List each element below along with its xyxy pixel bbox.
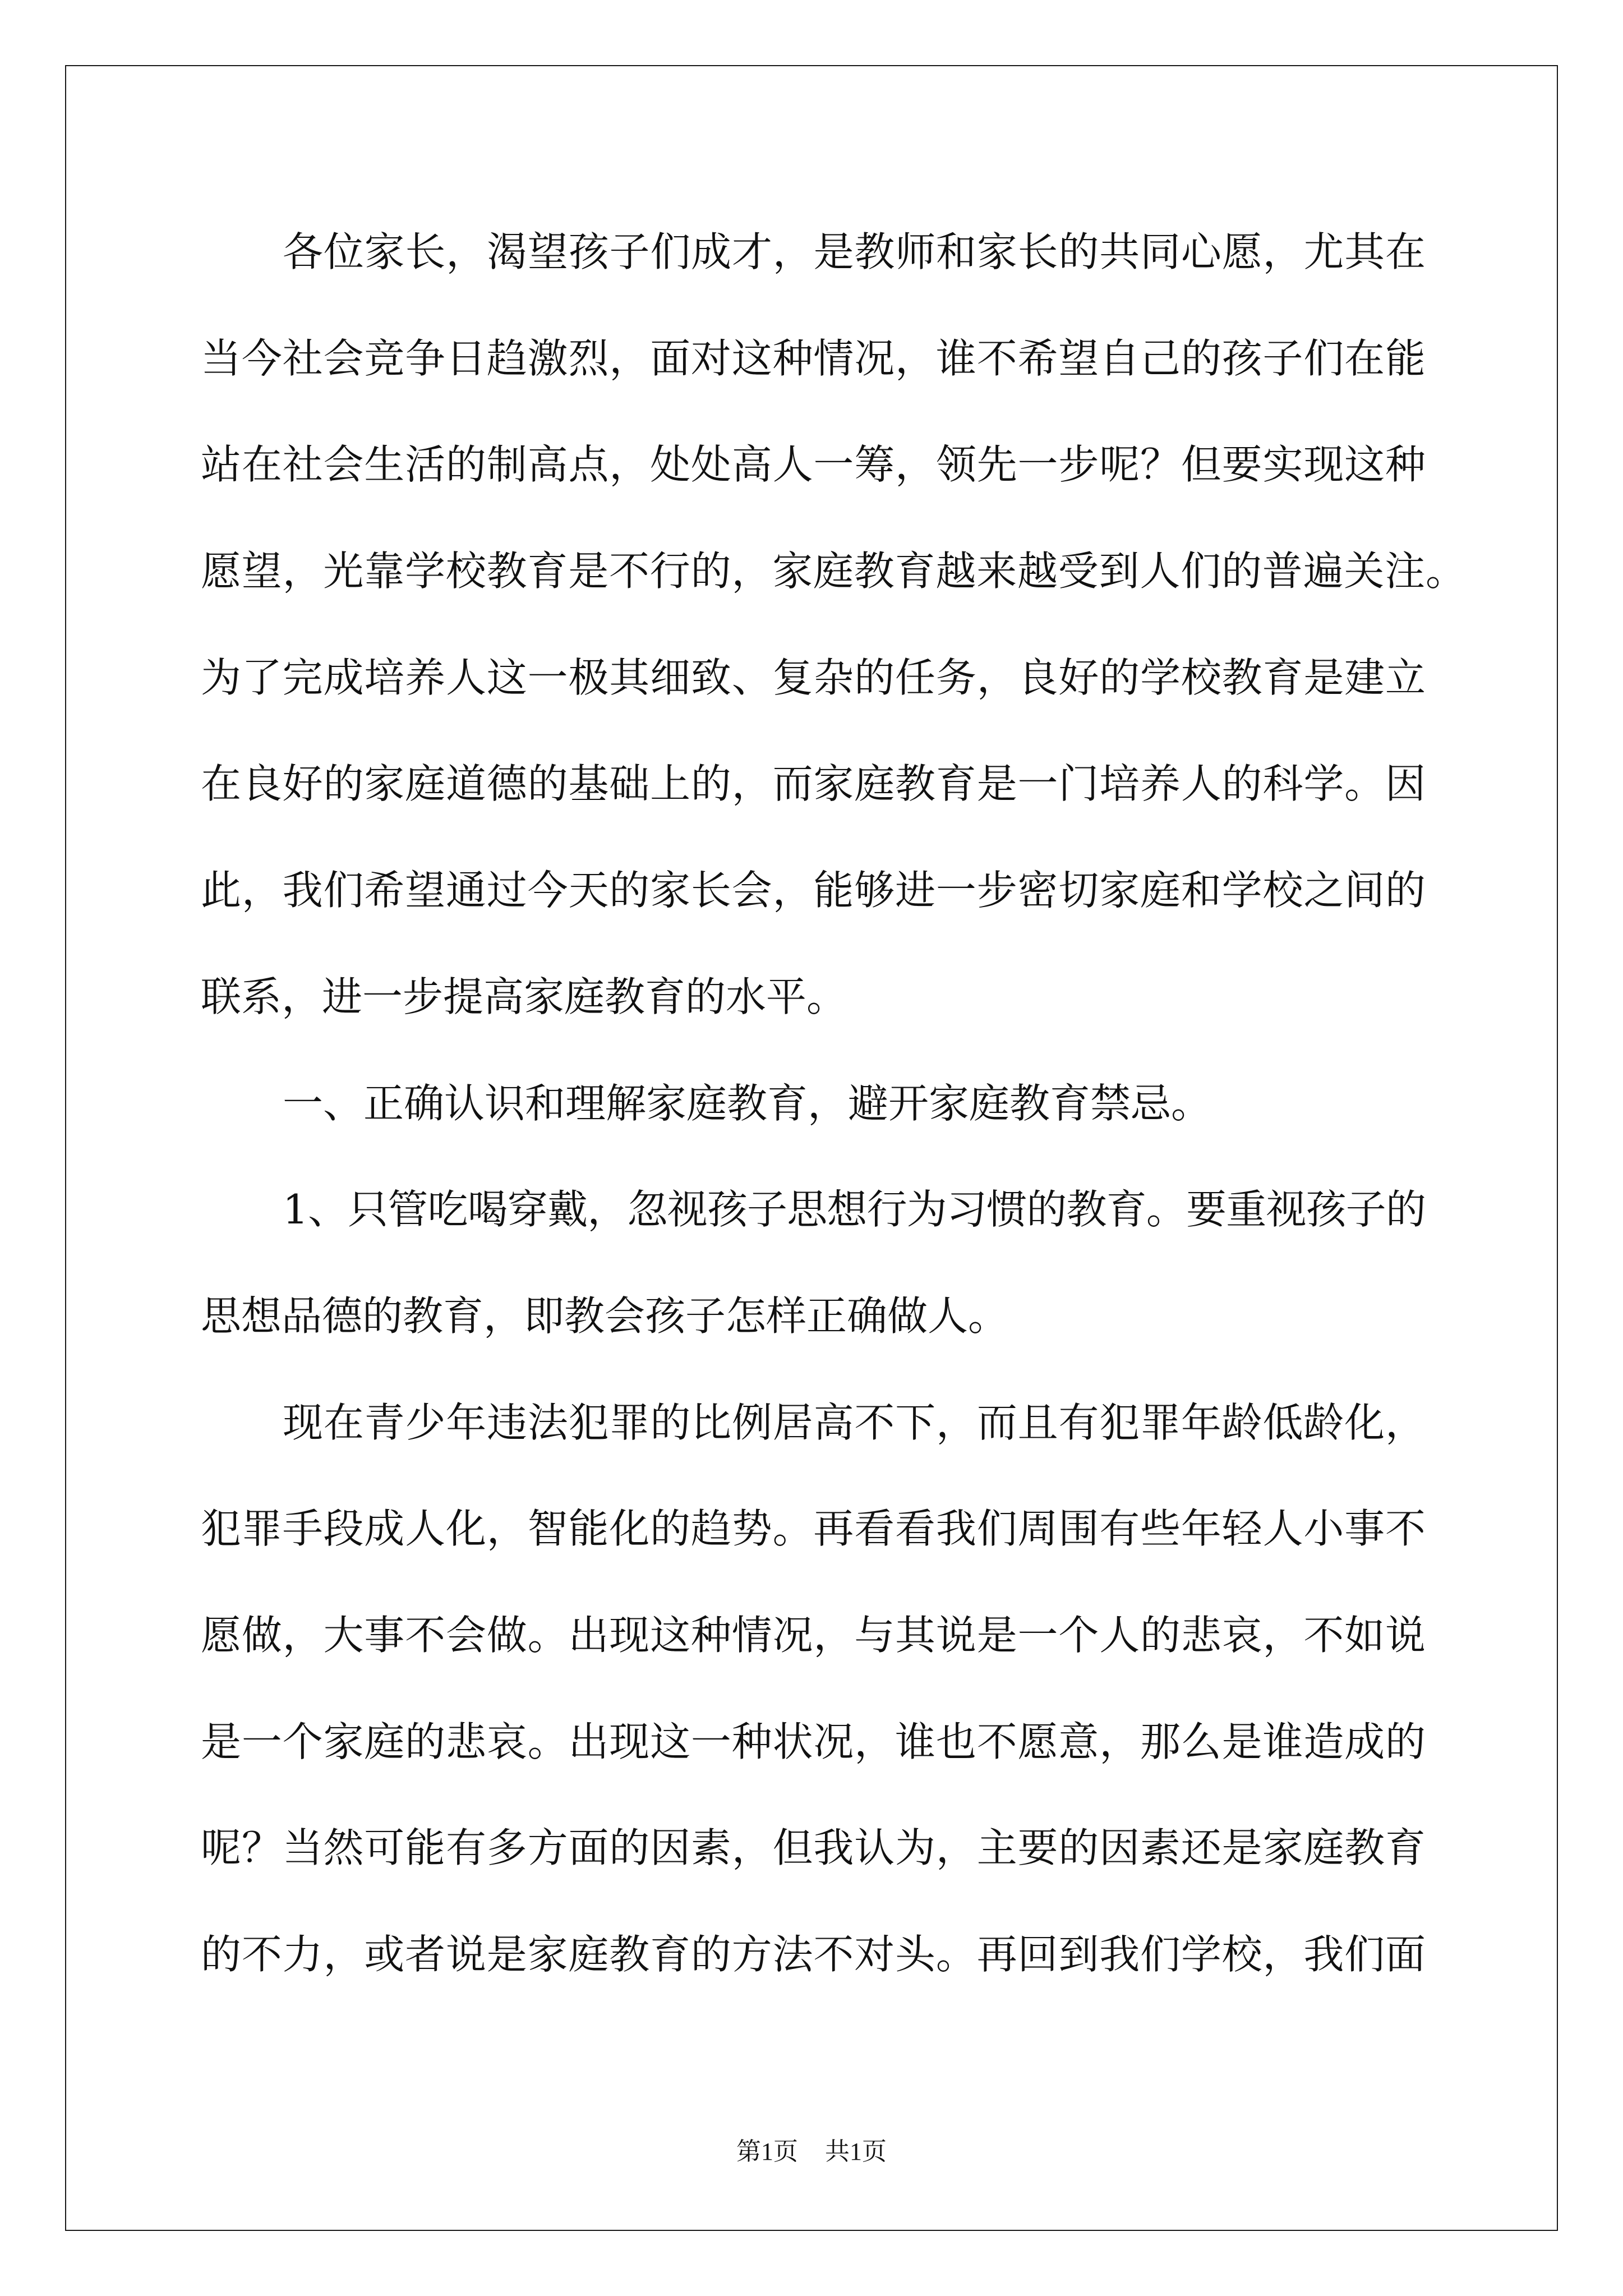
paragraph (201, 1370, 1426, 2008)
text-line: 犯罪手段成人化，智能化的趋势。再看看我们周围有些年轻人小事不 (201, 1505, 1426, 1553)
text-line: 现在青少年违法犯罪的比例居高不下，而且有犯罪年龄低龄化， (283, 1398, 1426, 1446)
paragraph (201, 1157, 1426, 1369)
page-number: 第1页 (736, 2138, 798, 2165)
text-line: 是一个家庭的悲哀。出现这一种状况，谁也不愿意，那么是谁造成的 (201, 1718, 1426, 1765)
text-line: 联系，进一步提高家庭教育的水平。 (201, 973, 847, 1020)
text-line: 1、只管吃喝穿戴，忽视孩子思想行为习惯的教育。要重视孩子的 (283, 1186, 1426, 1234)
text-line: 此，我们希望通过今天的家长会，能够进一步密切家庭和学校之间的 (201, 867, 1426, 914)
text-line: 当今社会竞争日趋激烈，面对这种情况，谁不希望自己的孩子们在能 (201, 334, 1426, 382)
text-line: 的不力，或者说是家庭教育的方法不对头。再回到我们学校，我们面 (201, 1931, 1426, 1978)
text-line: 一、正确认识和理解家庭教育，避开家庭教育禁忌。 (283, 1079, 1212, 1127)
section-heading (201, 1051, 1426, 1157)
text-line: 站在社会生活的制高点，处处高人一筹，领先一步呢？但要实现这种 (201, 441, 1426, 489)
document-body (201, 199, 1466, 2008)
text-line: 在良好的家庭道德的基础上的，而家庭教育是一门培养人的科学。因 (201, 760, 1426, 808)
text-line: 愿做，大事不会做。出现这种情况，与其说是一个人的悲哀，不如说 (201, 1611, 1426, 1659)
text-line: 愿望，光靠学校教育是不行的，家庭教育越来越受到人们的普遍关注。 (201, 547, 1466, 595)
page-footer (0, 2134, 1623, 2169)
text-line: 思想品德的教育，即教会孩子怎样正确做人。 (201, 1292, 1009, 1340)
page-total: 共1页 (825, 2138, 887, 2165)
paragraph (201, 199, 1466, 1051)
text-line: 为了完成培养人这一极其细致、复杂的任务，良好的学校教育是建立 (201, 654, 1426, 701)
text-line: 各位家长，渴望孩子们成才，是教师和家长的共同心愿，尤其在 (283, 228, 1426, 275)
text-line: 呢？当然可能有多方面的因素，但我认为，主要的因素还是家庭教育 (201, 1824, 1426, 1872)
